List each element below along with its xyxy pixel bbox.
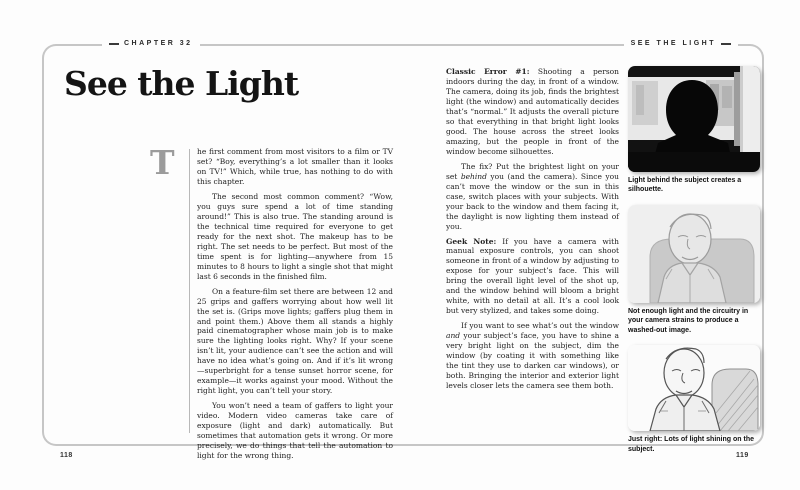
chapter-header-label: CHAPTER 32 (124, 40, 193, 47)
figure-caption: Not enough light and the circuitry in your camera strains to produce a washed-out image. (628, 307, 749, 334)
silhouette-photo (628, 66, 760, 172)
figure-well-lit (628, 345, 760, 454)
text-column-rule (189, 149, 190, 433)
text-segment: On a feature-film set there are between 12 and 25 grips and gaffers worrying about how well lit the set is. (Grips move lights; gaffers plug them in and point them.) Above them all stands a highly paid cinematographer whose main job is to make sure the lighting looks right. Why? If your scene isn’t lit, your audience can’t see the action and will have no idea what’s going on. And if it’s lit wrong—superbright for a tense sunset horror scene, for example—it works against your mood. Without the right light, you can’t tell your story. (197, 286, 393, 396)
header-tick-icon (721, 43, 731, 45)
text-segment: your subject’s face, you have to shine a very bright light on the subject, dim the window (by coating it with something like the tint they use to darken car windows), or both. Bringing the interior and exterior light levels closer lets the camera see them both. (446, 331, 619, 391)
paragraph (197, 192, 393, 282)
right-page (402, 40, 764, 453)
paragraph (446, 321, 619, 391)
figure-silhouette (628, 66, 760, 195)
text-segment: The fix? Put the brightest light on your set (446, 161, 619, 181)
left-body-text (197, 147, 393, 466)
header-tick-icon (109, 43, 119, 45)
page-title: See the Light (64, 64, 299, 103)
figure-caption: Light behind the subject creates a silhouette. (628, 177, 742, 194)
text-segment: behind (460, 171, 487, 181)
running-header-label: SEE THE LIGHT (630, 40, 716, 47)
chapter-header (102, 40, 200, 47)
washed-out-sketch (628, 205, 760, 303)
paragraph-lead: Classic Error #1: (446, 67, 530, 76)
drop-cap: T (150, 143, 175, 182)
text-segment: If you want to see what’s out the window (461, 321, 619, 331)
text-segment: Shooting a person indoors during the day, in front of a window. The camera, doing its job, finds the brightest light (the window) and automatically decides that’s “normal.” It adjusts the overall picture so that everything in that bright light looks good. The house across the street looks amazing, but the people in front of the window become silhouettes. (446, 67, 620, 156)
paragraph (446, 67, 619, 157)
text-segment: If you have a camera with manual exposure controls, you can shoot someone in front of a window by adjusting to expose for your subject’s face. This will bring the overall light level of the shot up, and the window behind will bloom a bright white, with no detail at all. It’s a cool look but very stylized, and takes some doing. (446, 236, 620, 316)
right-body-text (446, 67, 619, 396)
figure-washed-out (628, 205, 760, 335)
figure-column (628, 66, 760, 464)
text-segment: he first comment from most visitors to a film or TV set? “Boy, everything’s a lot smaller than it looks on TV!” Which, while true, has nothing to do with this chapter. (197, 147, 393, 186)
paragraph (446, 162, 619, 232)
text-segment: and (446, 331, 461, 341)
right-page-number: 119 (736, 452, 749, 459)
paragraph (197, 401, 393, 461)
paragraph (446, 237, 619, 317)
left-page-number: 118 (60, 452, 73, 459)
paragraph (197, 287, 393, 397)
running-header (624, 40, 738, 47)
text-segment: The second most common comment? “Wow, you guys sure spend a lot of time standing around!” This is also true. The standing around is the technical time required for everyone to get ready for the next shot. The makeup has to be right. The set needs to be perfect. But most of the time spent is for lighting—anywhere from 15 minutes to 8 hours to light a single shot that might last 6 seconds in the finished film. (197, 191, 393, 281)
well-lit-sketch (628, 345, 760, 431)
paragraph (197, 147, 393, 187)
text-segment: You won’t need a team of gaffers to light your video. Modern video cameras take care of exposure (light and dark) automatically. But sometimes that automation gets it wrong. Or more precisely, we do things that tell the automation to light for the wrong thing. (197, 401, 393, 461)
paragraph-lead: Geek Note: (446, 236, 497, 246)
figure-caption: Just right: Lots of light shining on the subject. (628, 436, 754, 453)
text-segment: you (and the camera). Since you can’t move the window or the sun in this case, switch places with your subjects. With your back to the window and them facing it, the daylight is now lighting them instead of you. (446, 171, 619, 231)
